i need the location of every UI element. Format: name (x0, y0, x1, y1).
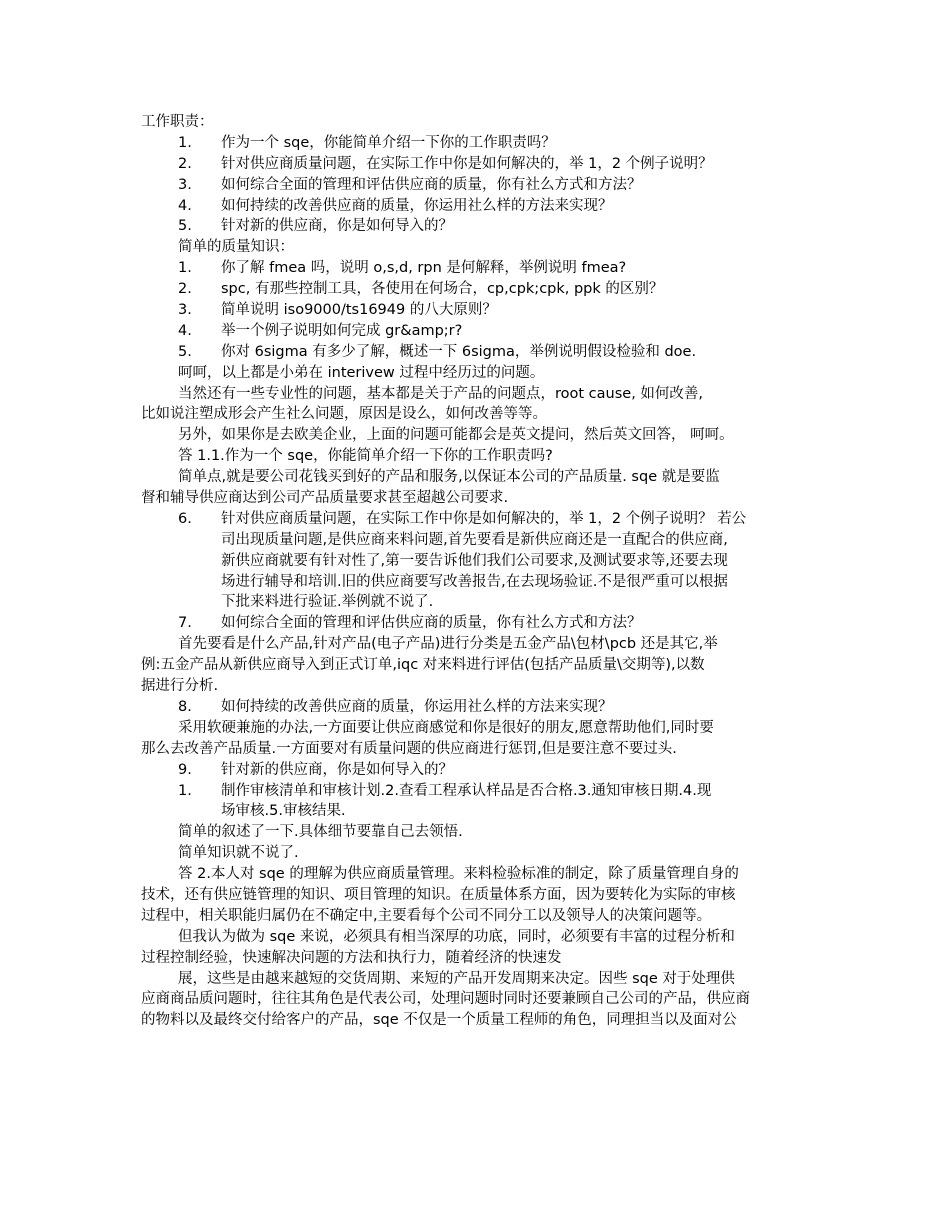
paragraph-line: 简单的叙述了一下.具体细节要靠自己去领悟. (178, 824, 463, 841)
list-item-continuation: 新供应商就要有针对性了,第一要告诉他们我们公司要求,及测试要求等,还要去现 (221, 552, 728, 569)
list-item-continuation: 下批来料进行验证.举例就不说了. (221, 594, 434, 611)
list-item-text: 针对供应商质量问题，在实际工作中你是如何解决的，举 1，2 个例子说明？ 若公 (221, 510, 747, 527)
paragraph-line: 呵呵，以上都是小弟在 interivew 过程中经历过的问题。 (178, 364, 545, 381)
paragraph-line: 简单点,就是要公司花钱买到好的产品和服务,以保证本公司的产品质量. sqe 就是要监 (178, 469, 720, 486)
list-item-number: 9. (178, 761, 192, 778)
paragraph-line: 当然还有一些专业性的问题，基本都是关于产品的问题点，root cause, 如何改善, (178, 385, 704, 402)
list-item-text: 作为一个 sqe，你能简单介绍一下你的工作职责吗？ (221, 134, 556, 151)
list-item-text: 你对 6sigma 有多少了解，概述一下 6sigma，举例说明假设检验和 doe. (221, 343, 697, 360)
list-item-continuation: 场进行辅导和培训.旧的供应商要写改善报告,在去现场验证.不是很严重可以根据 (221, 573, 728, 590)
list-item-number: 1. (178, 782, 192, 799)
list-item-number: 1. (178, 260, 192, 277)
list-item (141, 175, 813, 196)
list-item-text: 如何持续的改善供应商的质量，你运用社么样的方法来实现？ (221, 197, 613, 214)
list-item-number: 7. (178, 615, 192, 632)
list-item-number: 3. (178, 302, 192, 319)
list-item (141, 279, 813, 300)
list-item (141, 509, 813, 530)
list-item-number: 4. (178, 322, 192, 339)
paragraph-line: 答 2.本人对 sqe 的理解为供应商质量管理。来料检验标准的制定，除了质量管理自身的 (178, 866, 739, 883)
list-item (141, 781, 813, 802)
list-item-number: 5. (178, 343, 192, 360)
list-item-text: 针对新的供应商，你是如何导入的？ (221, 218, 453, 235)
list-item-text: 针对新的供应商，你是如何导入的？ (221, 761, 453, 778)
paragraph-line: 技术，还有供应链管理的知识、项目管理的知识。在质量体系方面，因为要转化为实际的审核 (141, 886, 736, 903)
paragraph-line: 简单知识就不说了. (178, 845, 299, 862)
list-item-number: 6. (178, 510, 192, 527)
list-item-text: 如何持续的改善供应商的质量，你运用社么样的方法来实现？ (221, 698, 613, 715)
paragraph-line: 比如说注塑成形会产生社么问题，原因是设么，如何改善等等。 (141, 406, 547, 423)
list-item (141, 321, 813, 342)
list-item-number: 2. (178, 155, 192, 172)
document-body (141, 112, 813, 1031)
list-item (141, 154, 813, 175)
paragraph-line: 应商商品质问题时，往往其角色是代表公司，处理问题时同时还要兼顾自己公司的产品，供应商 (141, 991, 750, 1008)
list-item-text: 简单说明 iso9000/ts16949 的八大原则？ (221, 302, 497, 319)
list-item-number: 8. (178, 698, 192, 715)
paragraph-line: 答 1.1.作为一个 sqe，你能简单介绍一下你的工作职责吗? (178, 448, 553, 465)
paragraph-line: 简单的质量知识： (178, 239, 294, 256)
list-item-text: 举一个例子说明如何完成 gr&amp;r? (221, 322, 463, 339)
paragraph-line: 但我认为做为 sqe 来说，必须具有相当深厚的功底，同时，必须要有丰富的过程分析和 (178, 928, 735, 945)
list-item (141, 697, 813, 718)
paragraph-line: 过程中，相关职能归属仍在不确定中,主要看每个公司不同分工以及领导人的决策问题等。 (141, 907, 712, 924)
list-item-text: 制作审核清单和审核计划.2.查看工程承认样品是否合格.3.通知审核日期.4.现 (221, 782, 712, 799)
list-item-number: 2. (178, 281, 192, 298)
list-item-number: 5. (178, 218, 192, 235)
list-item (141, 196, 813, 217)
list-item-text: 如何综合全面的管理和评估供应商的质量，你有社么方式和方法？ (221, 615, 642, 632)
paragraph-line: 工作职责： (141, 114, 214, 130)
paragraph-line: 首先要看是什么产品,针对产品(电子产品)进行分类是五金产品\包材\pcb 还是其它,举 (178, 636, 718, 653)
list-item (141, 258, 813, 279)
list-item (141, 300, 813, 321)
paragraph-line: 据进行分析. (141, 678, 219, 695)
list-item-number: 4. (178, 197, 192, 214)
paragraph-line: 督和辅导供应商达到公司产品质量要求甚至超越公司要求. (141, 490, 509, 507)
list-item-number: 1. (178, 134, 192, 151)
list-item-text: 针对供应商质量问题，在实际工作中你是如何解决的，举 1，2 个例子说明？ (221, 155, 713, 172)
list-item (141, 760, 813, 781)
paragraph-line: 采用软硬兼施的办法,一方面要让供应商感觉和你是很好的朋友,愿意帮助他们,同时要 (178, 719, 714, 736)
list-item-text: 你了解 fmea 吗，说明 o,s,d, rpn 是何解释，举例说明 fmea? (221, 260, 627, 277)
list-item (141, 133, 813, 154)
list-item (141, 342, 813, 363)
paragraph-line: 另外，如果你是去欧美企业，上面的问题可能都会是英文提问，然后英文回答， 呵呵。 (178, 427, 734, 444)
list-item (141, 613, 813, 634)
list-item-text: spc, 有那些控制工具，各使用在何场合，cp,cpk;cpk, ppk 的区别？ (221, 281, 664, 298)
list-item-number: 3. (178, 176, 192, 193)
paragraph-line: 过程控制经验，快速解决问题的方法和执行力，随着经济的快速发 (141, 949, 562, 966)
paragraph-line: 例:五金产品从新供应商导入到正式订单,iqc 对来料进行评估(包括产品质量\交期等),以数 (141, 657, 705, 674)
paragraph-line: 那么去改善产品质量.一方面要对有质量问题的供应商进行惩罚,但是要注意不要过头. (141, 740, 677, 757)
list-item-text: 如何综合全面的管理和评估供应商的质量，你有社么方式和方法？ (221, 176, 642, 193)
list-item-continuation: 司出现质量问题,是供应商来料问题,首先要看是新供应商还是一直配合的供应商, (221, 531, 728, 548)
paragraph-line: 的物料以及最终交付给客户的产品，sqe 不仅是一个质量工程师的角色，同理担当以及面对公 (141, 1012, 737, 1029)
list-item (141, 216, 813, 237)
paragraph-line: 展，这些是由越来越短的交货周期、来短的产品开发周期来决定。因些 sqe 对于处理供 (178, 970, 735, 987)
list-item-continuation: 场审核.5.审核结果. (221, 803, 346, 820)
